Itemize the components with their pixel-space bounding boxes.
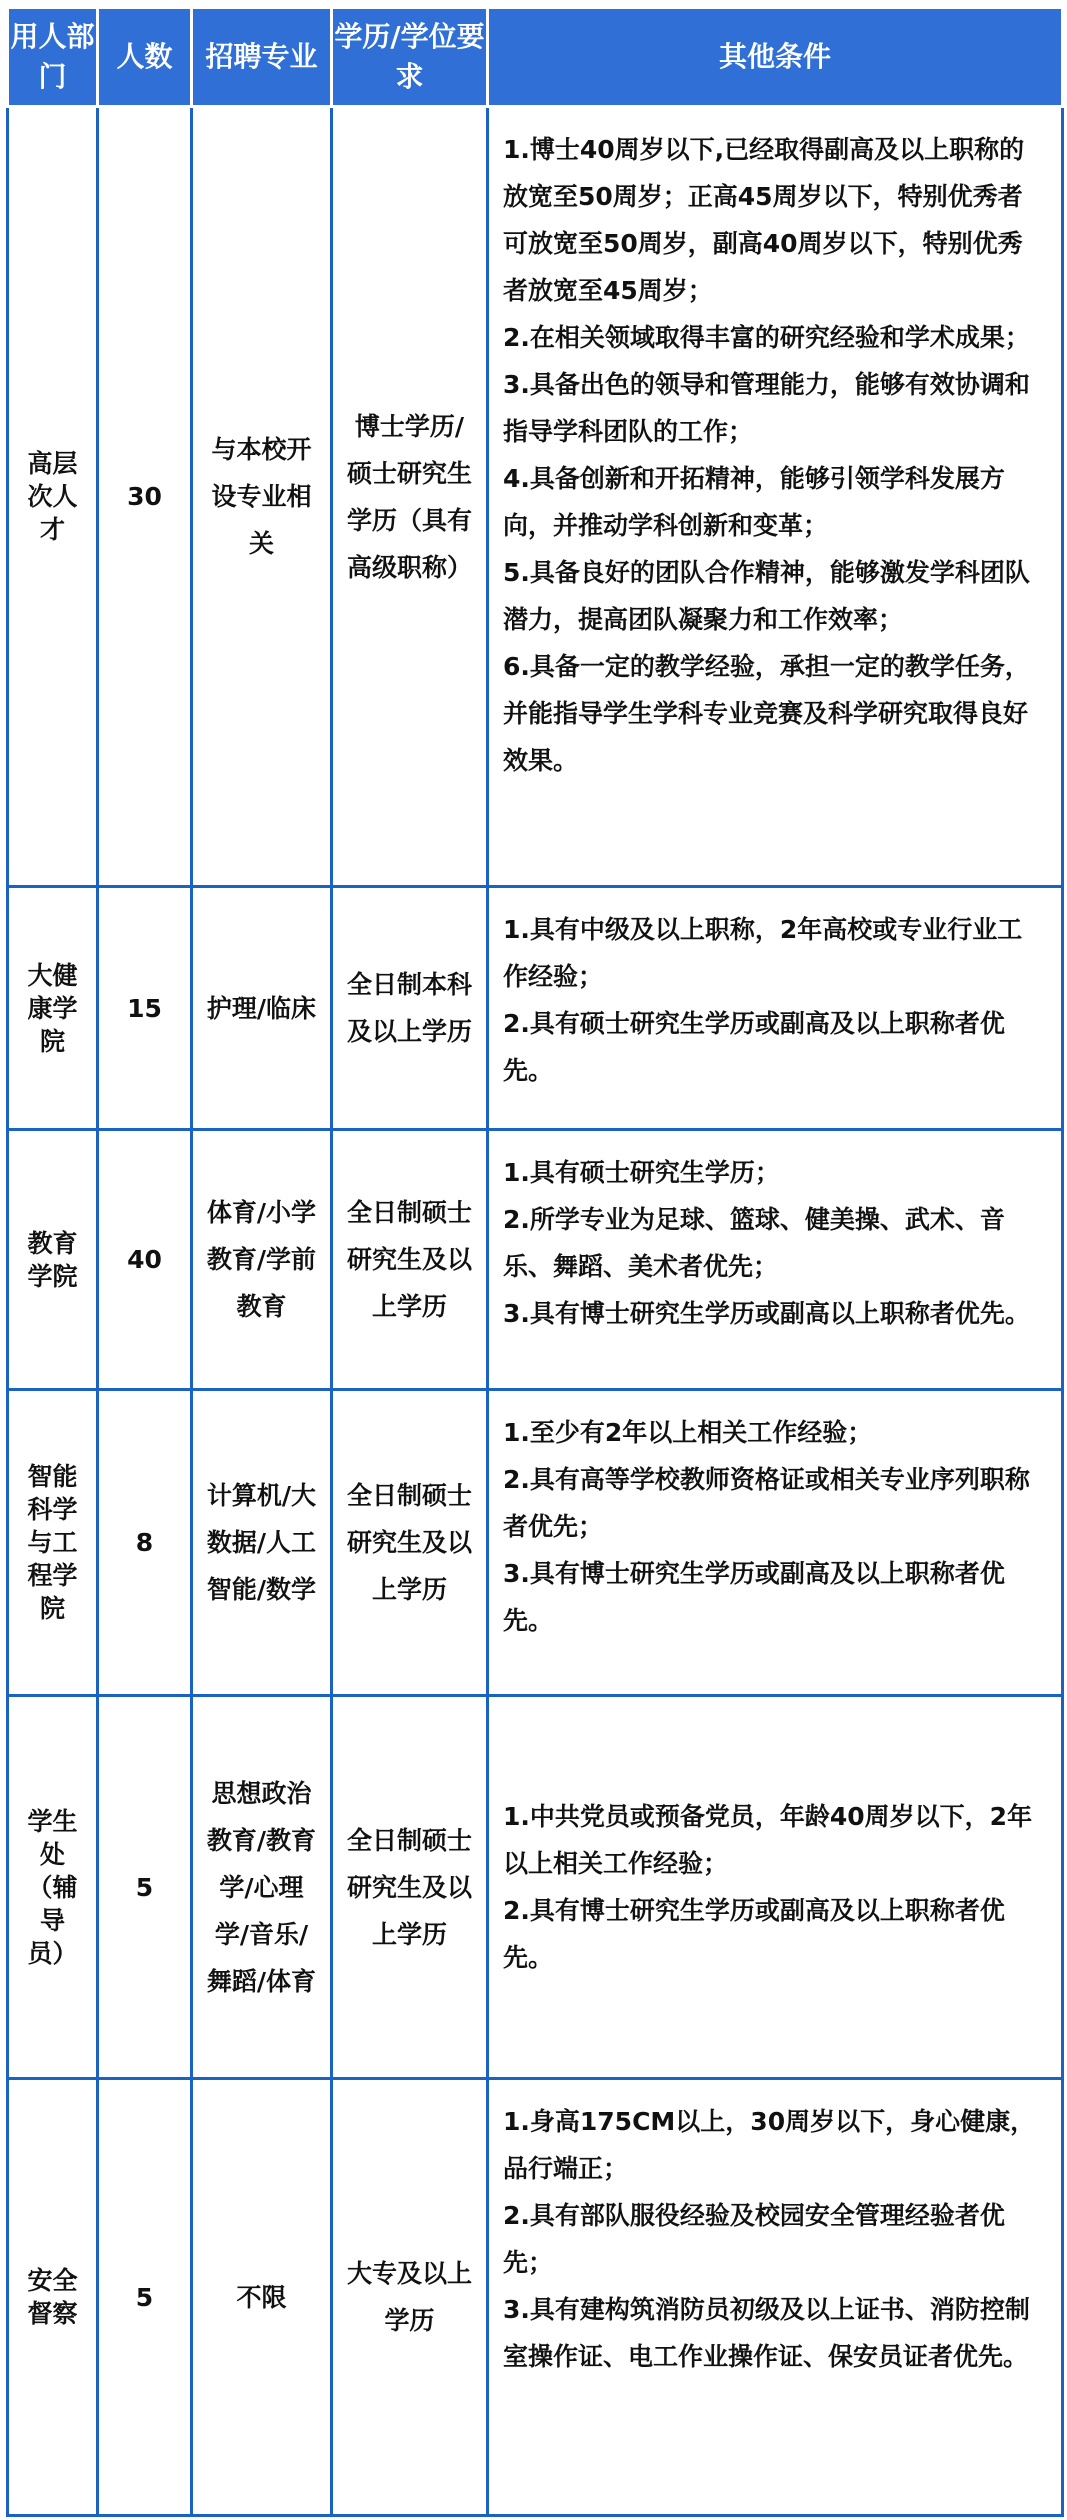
edu-cell: 博士学历/硕士研究生学历（具有高级职称） <box>332 107 488 887</box>
condition-item: 2.所学专业为足球、篮球、健美操、武术、音乐、舞蹈、美术者优先； <box>503 1205 1005 1281</box>
condition-item: 6.具备一定的教学经验，承担一定的教学任务，并能指导学生学科专业竞赛及科学研究取得良好效果。 <box>503 652 1030 775</box>
edu-cell: 大专及以上学历 <box>332 2079 488 2516</box>
table-row <box>8 1696 1063 2079</box>
table-row <box>8 1390 1063 1696</box>
header-dept: 用人部门 <box>8 8 98 107</box>
table-row <box>8 1130 1063 1390</box>
count-cell: 5 <box>98 2079 192 2516</box>
count-cell: 8 <box>98 1390 192 1696</box>
major-cell: 护理/临床 <box>192 887 332 1130</box>
table-row <box>8 107 1063 887</box>
edu-cell: 全日制硕士研究生及以上学历 <box>332 1390 488 1696</box>
count-cell: 30 <box>98 107 192 887</box>
condition-item: 3.具有博士研究生学历或副高以上职称者优先。 <box>503 1299 1030 1328</box>
conditions-cell <box>488 1130 1063 1390</box>
header-row <box>8 8 1063 107</box>
condition-item: 2.具有博士研究生学历或副高及以上职称者优先。 <box>503 1896 1005 1972</box>
condition-item: 2.具有高等学校教师资格证或相关专业序列职称者优先； <box>503 1465 1030 1541</box>
header-conditions: 其他条件 <box>488 8 1063 107</box>
condition-item: 4.具备创新和开拓精神，能够引领学科发展方向，并推动学科创新和变革； <box>503 464 1005 540</box>
condition-item: 1.具有中级及以上职称，2年高校或专业行业工作经验； <box>503 915 1023 991</box>
header-count: 人数 <box>98 8 192 107</box>
dept-cell: 智能科学与工程学院 <box>8 1390 98 1696</box>
major-cell: 不限 <box>192 2079 332 2516</box>
edu-cell: 全日制本科及以上学历 <box>332 887 488 1130</box>
dept-cell: 大健康学院 <box>8 887 98 1130</box>
condition-item: 3.具有博士研究生学历或副高及以上职称者优先。 <box>503 1559 1005 1635</box>
count-cell: 40 <box>98 1130 192 1390</box>
condition-item: 1.中共党员或预备党员，年龄40周岁以下，2年以上相关工作经验； <box>503 1802 1033 1878</box>
condition-item: 2.具有硕士研究生学历或副高及以上职称者优先。 <box>503 1009 1005 1085</box>
condition-item: 3.具备出色的领导和管理能力，能够有效协调和指导学科团队的工作； <box>503 370 1030 446</box>
condition-item: 2.在相关领域取得丰富的研究经验和学术成果； <box>503 323 1030 352</box>
conditions-cell <box>488 887 1063 1130</box>
dept-cell: 高层次人才 <box>8 107 98 887</box>
condition-item: 3.具有建构筑消防员初级及以上证书、消防控制室操作证、电工作业操作证、保安员证者优先。 <box>503 2295 1030 2371</box>
recruitment-table <box>6 6 1064 2517</box>
header-edu: 学历/学位要求 <box>332 8 488 107</box>
table-row <box>8 887 1063 1130</box>
count-cell: 5 <box>98 1696 192 2079</box>
condition-item: 1.具有硕士研究生学历； <box>503 1158 780 1187</box>
conditions-cell <box>488 107 1063 887</box>
major-cell: 体育/小学教育/学前教育 <box>192 1130 332 1390</box>
condition-item: 1.身高175CM以上，30周岁以下，身心健康，品行端正； <box>503 2107 1036 2183</box>
conditions-cell <box>488 1696 1063 2079</box>
condition-item: 5.具备良好的团队合作精神，能够激发学科团队潜力，提高团队凝聚力和工作效率； <box>503 558 1030 634</box>
major-cell: 思想政治教育/教育学/心理学/音乐/舞蹈/体育 <box>192 1696 332 2079</box>
condition-item: 1.博士40周岁以下,已经取得副高及以上职称的放宽至50周岁；正高45周岁以下，特别优秀者可放宽至50周岁，副高40周岁以下，特别优秀者放宽至45周岁； <box>503 135 1025 305</box>
count-cell: 15 <box>98 887 192 1130</box>
major-cell: 计算机/大数据/人工智能/数学 <box>192 1390 332 1696</box>
condition-item: 1.至少有2年以上相关工作经验； <box>503 1418 873 1447</box>
edu-cell: 全日制硕士研究生及以上学历 <box>332 1696 488 2079</box>
conditions-cell <box>488 2079 1063 2516</box>
dept-cell: 安全督察 <box>8 2079 98 2516</box>
dept-cell: 学生处（辅导员） <box>8 1696 98 2079</box>
condition-item: 2.具有部队服役经验及校园安全管理经验者优先； <box>503 2201 1005 2277</box>
header-major: 招聘专业 <box>192 8 332 107</box>
edu-cell: 全日制硕士研究生及以上学历 <box>332 1130 488 1390</box>
table-row <box>8 2079 1063 2516</box>
major-cell: 与本校开设专业相关 <box>192 107 332 887</box>
dept-cell: 教育学院 <box>8 1130 98 1390</box>
conditions-cell <box>488 1390 1063 1696</box>
